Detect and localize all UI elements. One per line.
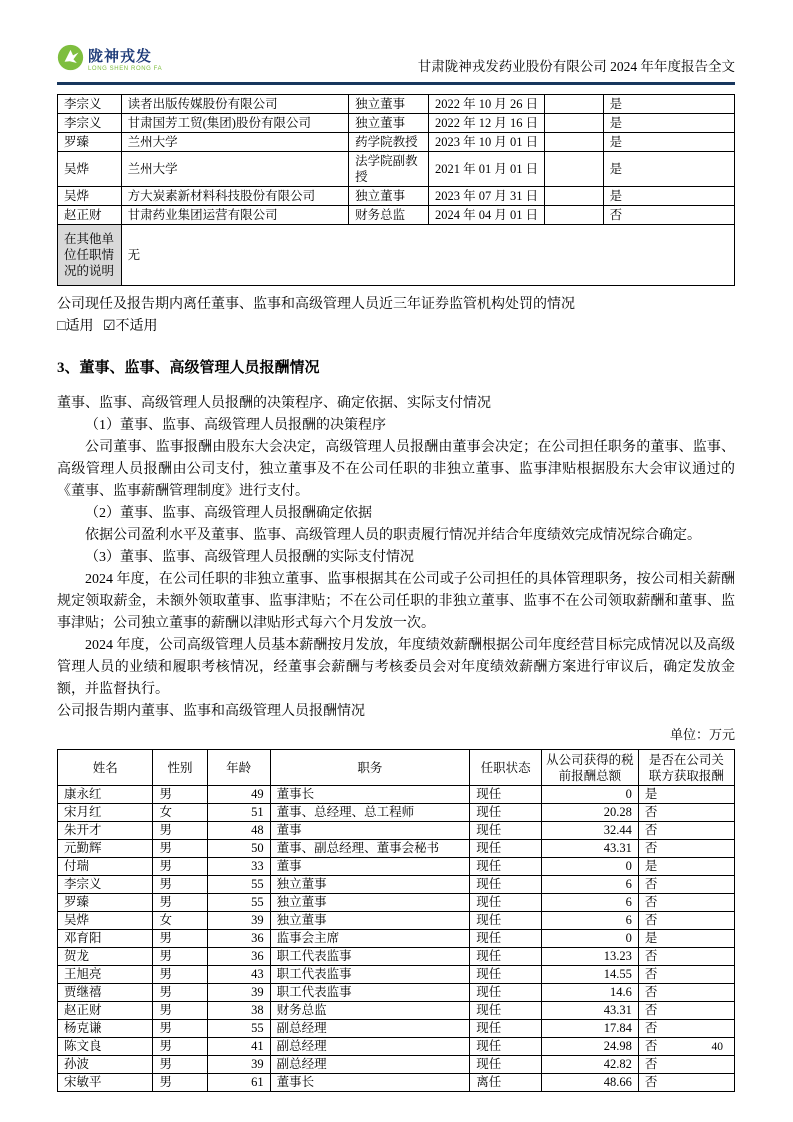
- table-cell: 吴烨: [58, 152, 122, 187]
- table-row: [58, 822, 735, 840]
- table-cell: 否: [638, 984, 734, 1002]
- table-cell: 24.98: [542, 1038, 639, 1056]
- table-cell: 读者出版传媒股份有限公司: [121, 95, 348, 114]
- col-header-related-party: 是否在公司关联方获取报酬: [638, 750, 734, 786]
- table-cell: 0: [542, 930, 639, 948]
- table-cell: 2021 年 01 月 01 日: [428, 152, 544, 187]
- table-cell: 61: [207, 1074, 270, 1092]
- table-cell: 朱开才: [58, 822, 153, 840]
- table-cell: 是: [603, 187, 734, 206]
- table-cell: [545, 187, 603, 206]
- table-cell: 男: [153, 894, 207, 912]
- table-row: [58, 152, 735, 187]
- table-cell: 48: [207, 822, 270, 840]
- paragraph: 公司董事、监事报酬由股东大会决定，高级管理人员报酬由董事会决定；在公司担任职务的董事、监事、高级管理人员报酬由公司支付，独立董事及不在公司任职的非独立董事、监事津贴根据股东大会审议通过的《董事、监事薪酬管理制度》进行支付。: [57, 440, 735, 499]
- table-cell: 14.6: [542, 984, 639, 1002]
- table-cell: 男: [153, 786, 207, 804]
- table-cell: 赵正财: [58, 1002, 153, 1020]
- table-cell: 董事长: [270, 1074, 470, 1092]
- paragraph: （3）董事、监事、高级管理人员报酬的实际支付情况: [85, 550, 414, 565]
- table-cell: 男: [153, 840, 207, 858]
- table-cell: 否: [638, 1074, 734, 1092]
- table-cell: [545, 114, 603, 133]
- col-header-position: 职务: [270, 750, 470, 786]
- table-cell: 43: [207, 966, 270, 984]
- table-cell: [545, 133, 603, 152]
- table-row: [58, 912, 735, 930]
- table-row: [58, 930, 735, 948]
- table-cell: 男: [153, 876, 207, 894]
- table-cell: 否: [638, 1020, 734, 1038]
- company-logo: [57, 44, 162, 76]
- table-cell: 39: [207, 1056, 270, 1074]
- table-cell: 否: [638, 1038, 734, 1056]
- page-number: 40: [711, 1041, 723, 1053]
- table-cell: 48.66: [542, 1074, 639, 1092]
- table-cell: 否: [638, 894, 734, 912]
- table-cell: 是: [603, 152, 734, 187]
- table-cell: 兰州大学: [121, 152, 348, 187]
- col-header-gender: 性别: [153, 750, 207, 786]
- table-cell: 55: [207, 894, 270, 912]
- col-header-status: 任职状态: [470, 750, 542, 786]
- table-row: [58, 858, 735, 876]
- table-cell: 13.23: [542, 948, 639, 966]
- paragraph: 董事、监事、高级管理人员报酬的决策程序、确定依据、实际支付情况: [57, 396, 491, 411]
- unit-note: 单位：万元: [669, 727, 735, 742]
- table-cell: 男: [153, 1074, 207, 1092]
- table-cell: 现任: [470, 930, 542, 948]
- table-cell: 副总经理: [270, 1056, 470, 1074]
- table-cell: 55: [207, 876, 270, 894]
- table-cell: 女: [153, 912, 207, 930]
- table-row: [58, 114, 735, 133]
- table-cell: 吴烨: [58, 187, 122, 206]
- table-row: [58, 786, 735, 804]
- table-cell: 财务总监: [349, 206, 429, 225]
- table-cell: 2023 年 07 月 31 日: [428, 187, 544, 206]
- table-cell: 男: [153, 948, 207, 966]
- paragraph: 2024 年度，在公司任职的非独立董事、监事根据其在公司或子公司担任的具体管理职务，按公司相关薪酬规定领取薪金，未额外领取董事、监事津贴；不在公司任职的非独立董事、监事不在公司领取薪酬和董事、监事津贴；公司独立董事的薪酬以津贴形式每六个月发放一次。: [57, 572, 735, 631]
- table-cell: 甘肃国芳工贸(集团)股份有限公司: [121, 114, 348, 133]
- table-cell: [545, 95, 603, 114]
- table-cell: 董事、总经理、总工程师: [270, 804, 470, 822]
- table-cell: 是: [638, 858, 734, 876]
- table-cell: 2024 年 04 月 01 日: [428, 206, 544, 225]
- table-cell: 是: [603, 114, 734, 133]
- table-cell: [545, 152, 603, 187]
- table-cell: 否: [638, 1002, 734, 1020]
- table-cell: 赵正财: [58, 206, 122, 225]
- table-row: [58, 966, 735, 984]
- table-cell: 财务总监: [270, 1002, 470, 1020]
- table-cell: 孙波: [58, 1056, 153, 1074]
- table-cell: 职工代表监事: [270, 984, 470, 1002]
- table-cell: 现任: [470, 1038, 542, 1056]
- table-cell: 方大炭素新材料科技股份有限公司: [121, 187, 348, 206]
- table-cell: 职工代表监事: [270, 966, 470, 984]
- table-cell: 现任: [470, 822, 542, 840]
- table-cell: 否: [638, 1056, 734, 1074]
- table-row: [58, 894, 735, 912]
- table-cell: 董事长: [270, 786, 470, 804]
- table-row: [58, 1056, 735, 1074]
- table-cell: 女: [153, 804, 207, 822]
- table-cell: 33: [207, 858, 270, 876]
- table-row: [58, 804, 735, 822]
- table-cell: 法学院副教授: [349, 152, 429, 187]
- table-cell: 邓育阳: [58, 930, 153, 948]
- table-cell: 现任: [470, 912, 542, 930]
- table-cell: 现任: [470, 894, 542, 912]
- table-cell: 宋敏平: [58, 1074, 153, 1092]
- remuneration-table: [57, 749, 735, 1092]
- table-cell: 现任: [470, 948, 542, 966]
- table-cell: 男: [153, 822, 207, 840]
- table-cell: 现任: [470, 966, 542, 984]
- table-row: [58, 187, 735, 206]
- table-row: [58, 1020, 735, 1038]
- table-cell: 14.55: [542, 966, 639, 984]
- table-cell: 董事: [270, 858, 470, 876]
- table-cell: 现任: [470, 858, 542, 876]
- table-cell: 是: [638, 786, 734, 804]
- table-row: [58, 1074, 735, 1092]
- table-cell: 吴烨: [58, 912, 153, 930]
- applicability-line: [57, 316, 735, 338]
- table-cell: 男: [153, 1038, 207, 1056]
- table-cell: 51: [207, 804, 270, 822]
- paragraph: 依据公司盈利水平及董事、监事、高级管理人员的职责履行情况并结合年度绩效完成情况综合确定。: [85, 528, 701, 543]
- table-cell: 是: [603, 95, 734, 114]
- table-row: [58, 876, 735, 894]
- table-cell: 男: [153, 1002, 207, 1020]
- note-label-cell: 在其他单位任职情况的说明: [58, 225, 122, 286]
- table-cell: 0: [542, 858, 639, 876]
- table-cell: 现任: [470, 984, 542, 1002]
- table-cell: 6: [542, 894, 639, 912]
- page-header: [57, 46, 735, 85]
- penalty-statement: 公司现任及报告期内离任董事、监事和高级管理人员近三年证券监管机构处罚的情况: [57, 297, 575, 312]
- table-cell: 否: [603, 206, 734, 225]
- table-cell: 职工代表监事: [270, 948, 470, 966]
- paragraph: 公司报告期内董事、监事和高级管理人员报酬情况: [57, 704, 365, 719]
- table-cell: 独立董事: [349, 187, 429, 206]
- table-cell: 否: [638, 822, 734, 840]
- table-cell: 55: [207, 1020, 270, 1038]
- table-cell: 是: [603, 133, 734, 152]
- table-row: [58, 206, 735, 225]
- table-cell: 0: [542, 786, 639, 804]
- table-cell: 独立董事: [270, 894, 470, 912]
- table-cell: 独立董事: [349, 95, 429, 114]
- table-row: [58, 95, 735, 114]
- table-row: [58, 984, 735, 1002]
- table-cell: 50: [207, 840, 270, 858]
- table-cell: 49: [207, 786, 270, 804]
- table-cell: 42.82: [542, 1056, 639, 1074]
- table-cell: 董事、副总经理、董事会秘书: [270, 840, 470, 858]
- paragraph: （2）董事、监事、高级管理人员报酬确定依据: [85, 506, 372, 521]
- table-cell: 李宗义: [58, 95, 122, 114]
- table-cell: 兰州大学: [121, 133, 348, 152]
- table-cell: 2022 年 10 月 26 日: [428, 95, 544, 114]
- table-cell: 36: [207, 930, 270, 948]
- table-cell: 元勤辉: [58, 840, 153, 858]
- table-cell: 贺龙: [58, 948, 153, 966]
- table-cell: 罗臻: [58, 133, 122, 152]
- table-cell: 2022 年 12 月 16 日: [428, 114, 544, 133]
- external-positions-table: [57, 94, 735, 286]
- table-cell: 独立董事: [270, 912, 470, 930]
- table-cell: 38: [207, 1002, 270, 1020]
- table-cell: 监事会主席: [270, 930, 470, 948]
- table-cell: 男: [153, 984, 207, 1002]
- table-cell: 现任: [470, 1002, 542, 1020]
- table-cell: 离任: [470, 1074, 542, 1092]
- table-cell: 否: [638, 966, 734, 984]
- table-cell: 39: [207, 984, 270, 1002]
- table-cell: 否: [638, 948, 734, 966]
- table-row: [58, 948, 735, 966]
- table-cell: 李宗义: [58, 876, 153, 894]
- logo-cn-text: 陇神戎发: [88, 47, 153, 65]
- table-cell: 现任: [470, 1020, 542, 1038]
- table-cell: 39: [207, 912, 270, 930]
- table-row: [58, 133, 735, 152]
- table-cell: 董事: [270, 822, 470, 840]
- table-cell: 43.31: [542, 840, 639, 858]
- table-cell: 宋月红: [58, 804, 153, 822]
- table-cell: 罗臻: [58, 894, 153, 912]
- paragraph: 2024 年度，公司高级管理人员基本薪酬按月发放，年度绩效薪酬根据公司年度经营目标完成情况以及高级管理人员的业绩和履职考核情况，经董事会薪酬与考核委员会对年度绩效薪酬方案进行审议后，确定发放金额，并监督执行。: [57, 638, 735, 697]
- table-cell: 独立董事: [349, 114, 429, 133]
- table-cell: 独立董事: [270, 876, 470, 894]
- table-cell: 王旭亮: [58, 966, 153, 984]
- report-title: 甘肃陇神戎发药业股份有限公司 2024 年年度报告全文: [417, 59, 735, 74]
- col-header-name: 姓名: [58, 750, 153, 786]
- table-cell: 贾继禧: [58, 984, 153, 1002]
- table-cell: 2023 年 10 月 01 日: [428, 133, 544, 152]
- table-cell: 否: [638, 912, 734, 930]
- table-cell: 付瑞: [58, 858, 153, 876]
- table-cell: [545, 206, 603, 225]
- table-row: [58, 1038, 735, 1056]
- table-cell: 陈文良: [58, 1038, 153, 1056]
- col-header-age: 年龄: [207, 750, 270, 786]
- table-cell: 康永红: [58, 786, 153, 804]
- table-row: [58, 225, 735, 286]
- table-cell: 现任: [470, 1056, 542, 1074]
- table-cell: 副总经理: [270, 1020, 470, 1038]
- note-value-cell: 无: [121, 225, 734, 286]
- table-cell: 20.28: [542, 804, 639, 822]
- table-row: [58, 1002, 735, 1020]
- checkbox-applicable: □适用: [57, 319, 94, 334]
- table-cell: 男: [153, 1020, 207, 1038]
- logo-text: [88, 49, 162, 72]
- table-cell: 否: [638, 840, 734, 858]
- table-cell: 男: [153, 858, 207, 876]
- table-cell: 6: [542, 876, 639, 894]
- table-cell: 17.84: [542, 1020, 639, 1038]
- table-cell: 32.44: [542, 822, 639, 840]
- table-cell: 现任: [470, 840, 542, 858]
- logo-bird-icon: [57, 44, 84, 76]
- paragraph: （1）董事、监事、高级管理人员报酬的决策程序: [85, 418, 386, 433]
- table-cell: 现任: [470, 786, 542, 804]
- table-header-row: [58, 750, 735, 786]
- table-cell: 现任: [470, 876, 542, 894]
- section-heading: 3、董事、监事、高级管理人员报酬情况: [57, 360, 320, 376]
- table-cell: 杨克谦: [58, 1020, 153, 1038]
- table-cell: 43.31: [542, 1002, 639, 1020]
- table-cell: 男: [153, 966, 207, 984]
- table-cell: 否: [638, 876, 734, 894]
- logo-en-text: LONG SHEN RONG FA: [88, 65, 163, 72]
- table-cell: 男: [153, 1056, 207, 1074]
- checkbox-not-applicable: ☑不适用: [102, 319, 158, 334]
- table-cell: 李宗义: [58, 114, 122, 133]
- table-cell: 36: [207, 948, 270, 966]
- table-cell: 药学院教授: [349, 133, 429, 152]
- table-cell: 6: [542, 912, 639, 930]
- table-cell: 甘肃药业集团运营有限公司: [121, 206, 348, 225]
- table-cell: 否: [638, 804, 734, 822]
- table-cell: 男: [153, 930, 207, 948]
- table-cell: 现任: [470, 804, 542, 822]
- table-cell: 副总经理: [270, 1038, 470, 1056]
- table-cell: 是: [638, 930, 734, 948]
- col-header-pretax-pay: 从公司获得的税前报酬总额: [542, 750, 639, 786]
- table-cell: 41: [207, 1038, 270, 1056]
- table-row: [58, 840, 735, 858]
